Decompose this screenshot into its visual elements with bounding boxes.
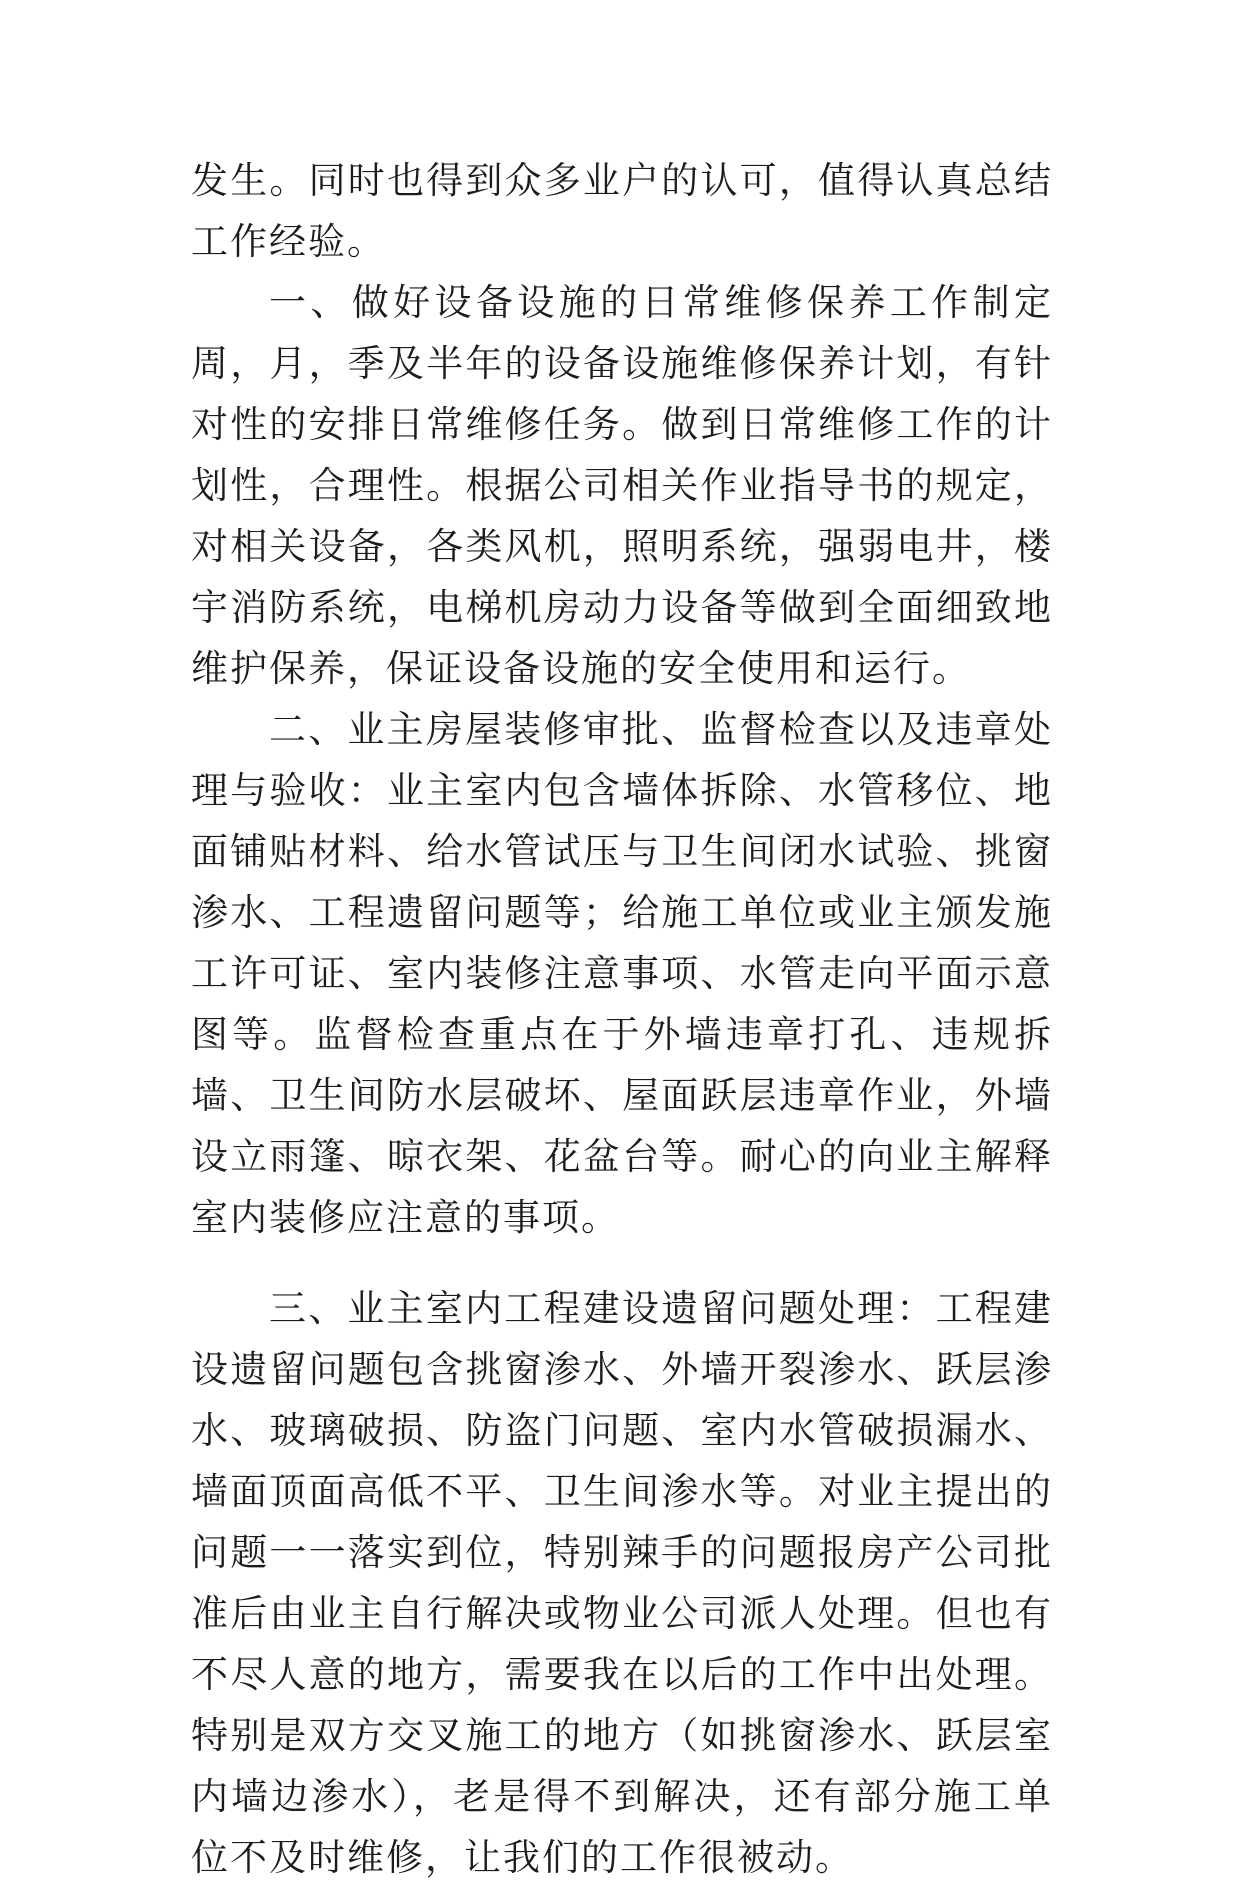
- paragraph-section-1-maintenance: 一、做好设备设施的日常维修保养工作制定周，月，季及半年的设备设施维修保养计划，有针对性的安排日常维修任务。做到日常维修工作的计划性，合理性。根据公司相关作业指导书的规定，对相关设备，各类风机，照明系统，强弱电井，楼宇消防系统，电梯机房动力设备等做到全面细致地维护保养，保证设备设施的安全使用和运行。: [191, 281, 1053, 690]
- paragraph-section-2-renovation: 二、业主房屋装修审批、监督检查以及违章处理与验收：业主室内包含墙体拆除、水管移位、地面铺贴材料、给水管试压与卫生间闭水试验、挑窗渗水、工程遗留问题等；给施工单位或业主颁发施工许可证、室内装修注意事项、水管走向平面示意图等。监督检查重点在于外墙违章打孔、违规拆墙、卫生间防水层破坏、屋面跃层违章作业，外墙设立雨篷、晾衣架、花盆台等。耐心的向业主解释室内装修应注意的事项。: [191, 708, 1053, 1239]
- document-body: [191, 150, 1053, 1888]
- paragraph-section-3-legacy-issues: 三、业主室内工程建设遗留问题处理：工程建设遗留问题包含挑窗渗水、外墙开裂渗水、跃层渗水、玻璃破损、防盗门问题、室内水管破损漏水、墙面顶面高低不平、卫生间渗水等。对业主提出的问题一一落实到位，特别辣手的问题报房产公司批准后由业主自行解决或物业公司派人处理。但也有不尽人意的地方，需要我在以后的工作中出处理。特别是双方交叉施工的地方（如挑窗渗水、跃层室内墙边渗水），老是得不到解决，还有部分施工单位不及时维修，让我们的工作很被动。: [191, 1287, 1053, 1879]
- paragraph-intro-continuation: 发生。同时也得到众多业户的认可，值得认真总结工作经验。: [191, 159, 1053, 263]
